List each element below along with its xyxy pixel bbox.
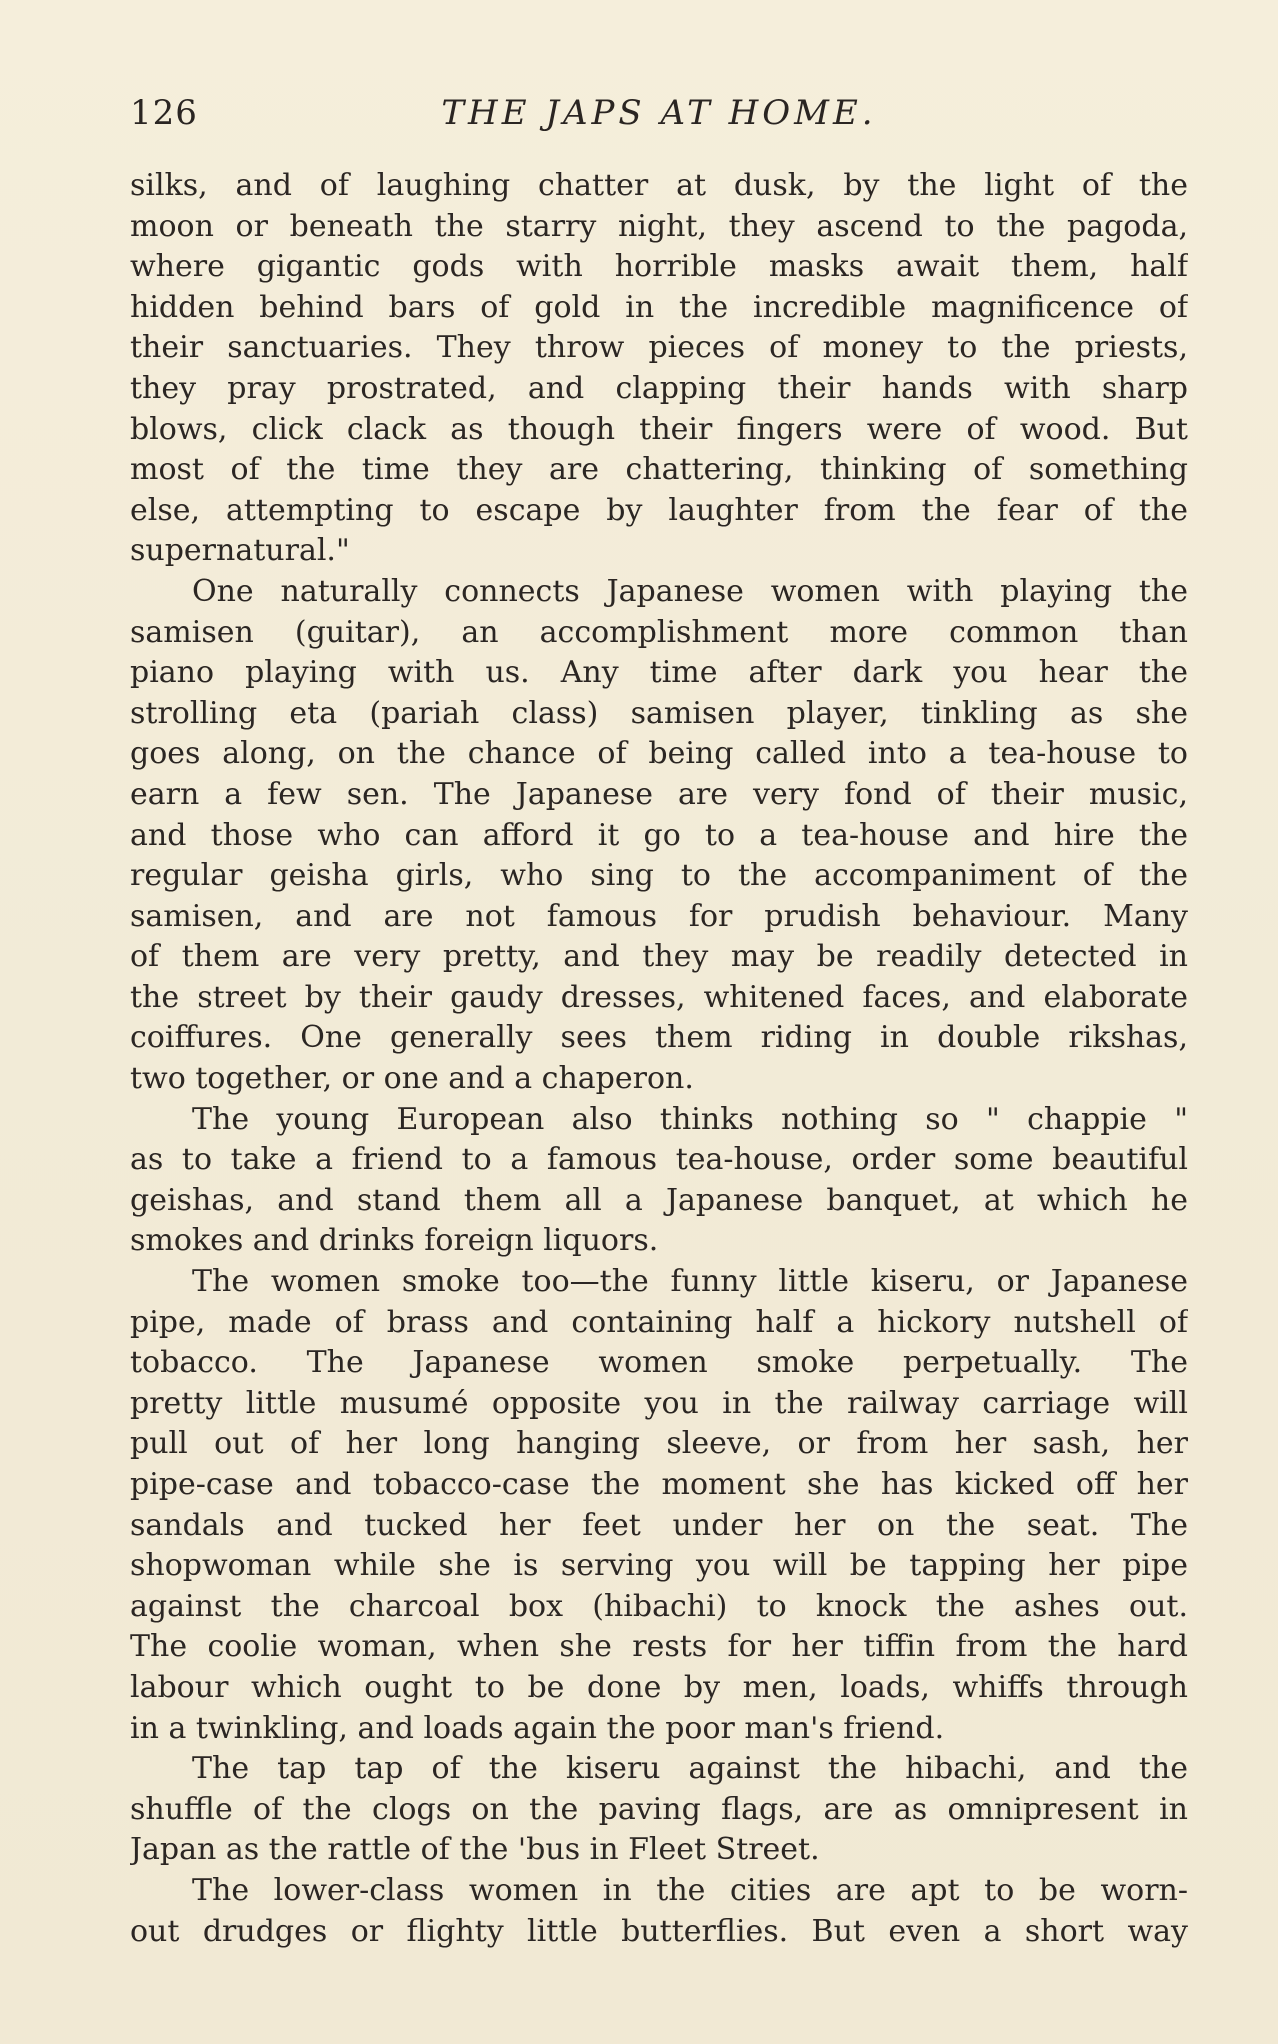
text-line: tobacco. The Japanese women smoke perpetually. The — [130, 1345, 1188, 1381]
text-line: where gigantic gods with horrible masks await them, half — [130, 249, 1188, 285]
running-title: THE JAPS AT HOME. — [441, 93, 877, 133]
text-line: silks, and of laughing chatter at dusk, by the light of the — [130, 168, 1188, 203]
text-line: pull out of her long hanging sleeve, or from her sash, her — [130, 1426, 1188, 1462]
text-line: supernatural." — [130, 533, 350, 569]
text-line: regular geisha girls, who sing to the accompaniment of the — [130, 858, 1188, 894]
paragraph — [130, 1749, 1188, 1871]
text-line: shopwoman while she is serving you will be tapping her pipe — [130, 1548, 1188, 1584]
text-line: pipe, made of brass and containing half a hickory nutshell of — [130, 1304, 1188, 1340]
page-header — [130, 86, 1188, 140]
text-line: most of the time they are chattering, thinking of something — [130, 452, 1188, 488]
text-line: sandals and tucked her feet under her on the seat. The — [130, 1507, 1188, 1543]
text-line: shuffle of the clogs on the paving flags, are as omnipresent in — [130, 1791, 1188, 1827]
text-line: and those who can afford it go to a tea-house and hire the — [130, 817, 1188, 853]
text-line: hidden behind bars of gold in the incredible magnificence of — [130, 289, 1188, 325]
paragraph — [130, 1262, 1188, 1749]
text-line: pipe-case and tobacco-case the moment she has kicked off her — [130, 1467, 1188, 1502]
text-line: Japan as the rattle of the 'bus in Fleet Street. — [130, 1832, 820, 1868]
text-line: smokes and drinks foreign liquors. — [130, 1223, 659, 1259]
text-line: strolling eta (pariah class) samisen player, tinkling as she — [130, 695, 1188, 731]
text-line: blows, click clack as though their fingers were of wood. But — [130, 411, 1188, 447]
text-line: they pray prostrated, and clapping their hands with sharp — [130, 370, 1188, 406]
body-text — [130, 166, 1188, 1952]
text-line: as to take a friend to a famous tea-house, order some beautiful — [130, 1142, 1188, 1178]
text-line: coiffures. One generally sees them riding in double rikshas, — [130, 1020, 1188, 1056]
text-line: samisen, and are not famous for prudish behaviour. Many — [130, 898, 1188, 934]
text-line: piano playing with us. Any time after dark you hear the — [130, 655, 1188, 691]
text-line: The women smoke too—the funny little kiseru, or Japanese — [192, 1264, 1188, 1300]
text-line: against the charcoal box (hibachi) to knock the ashes out. — [130, 1588, 1188, 1624]
text-line: The lower-class women in the cities are apt to be worn- — [192, 1872, 1188, 1908]
text-line: in a twinkling, and loads again the poor man's friend. — [130, 1710, 945, 1746]
text-line: The tap tap of the kiseru against the hibachi, and the — [192, 1751, 1188, 1787]
text-line: The coolie woman, when she rests for her tiffin from the hard — [130, 1629, 1188, 1665]
paragraph — [130, 166, 1188, 572]
text-line: goes along, on the chance of being called into a tea-house to — [130, 736, 1188, 772]
page-number: 126 — [130, 93, 198, 133]
text-line: their sanctuaries. They throw pieces of money to the priests, — [130, 330, 1188, 366]
text-line: labour which ought to be done by men, loads, whiffs through — [130, 1669, 1188, 1705]
text-line: else, attempting to escape by laughter from the fear of the — [130, 492, 1188, 528]
text-line: pretty little musumé opposite you in the railway carriage will — [130, 1385, 1188, 1421]
text-line: The young European also thinks nothing so " chappie " — [192, 1101, 1188, 1137]
text-line: earn a few sen. The Japanese are very fond of their music, — [130, 776, 1188, 812]
text-line: two together, or one and a chaperon. — [130, 1061, 694, 1097]
text-line: of them are very pretty, and they may be readily detected in — [130, 939, 1188, 975]
paragraph — [130, 572, 1188, 1100]
paragraph — [130, 1100, 1188, 1262]
text-line: geishas, and stand them all a Japanese banquet, at which he — [130, 1182, 1188, 1218]
text-line: samisen (guitar), an accomplishment more common than — [130, 614, 1188, 650]
text-line: out drudges or flighty little butterflies. But even a short way — [130, 1913, 1188, 1949]
text-line: the street by their gaudy dresses, whitened faces, and elaborate — [130, 979, 1188, 1015]
text-line: One naturally connects Japanese women with playing the — [192, 573, 1188, 609]
text-line: moon or beneath the starry night, they ascend to the pagoda, — [130, 208, 1188, 244]
paragraph — [130, 1871, 1188, 1952]
